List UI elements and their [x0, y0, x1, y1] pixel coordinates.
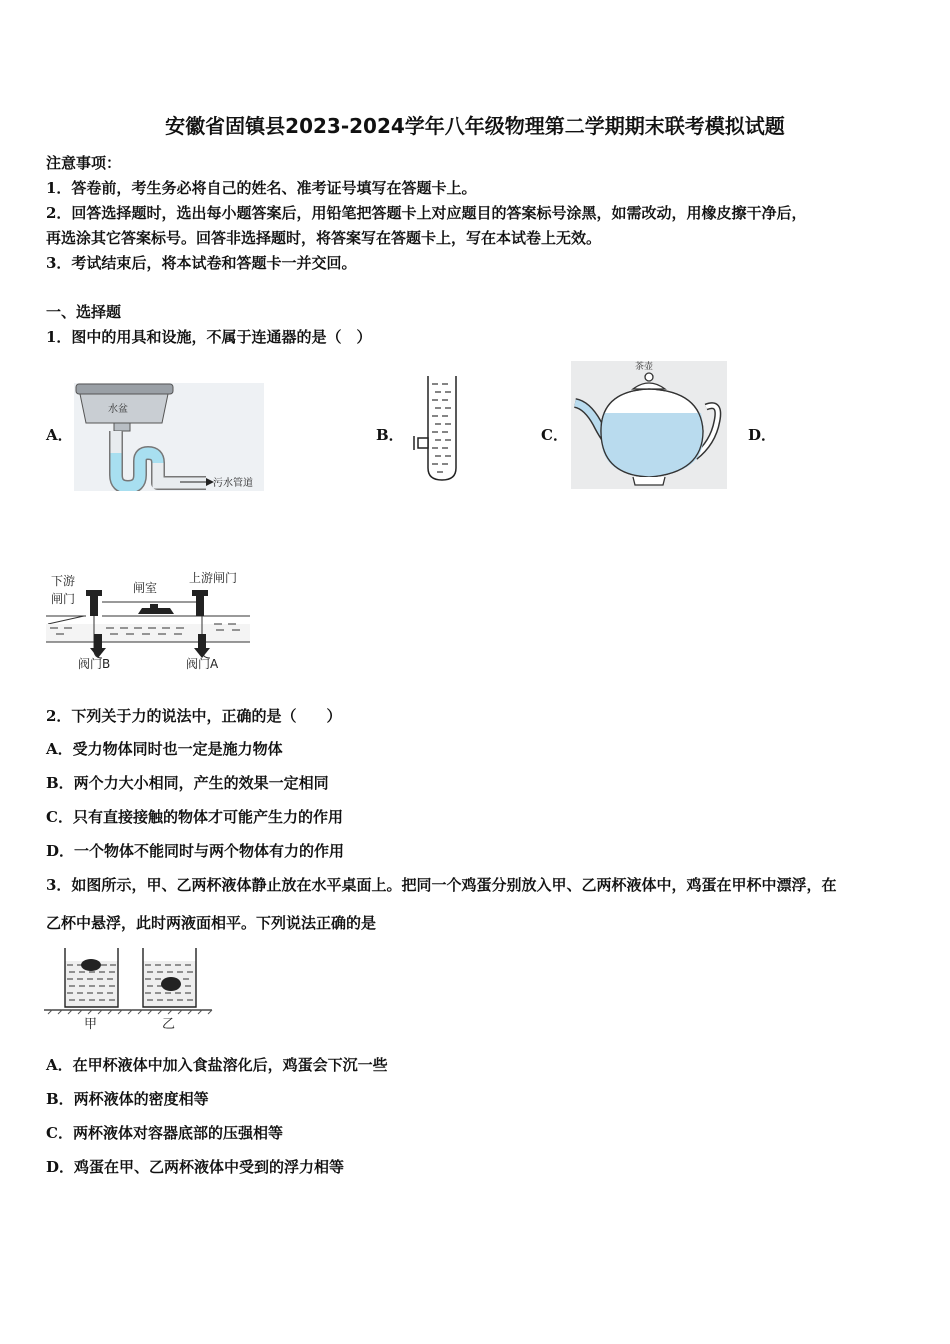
q1-option-c-label: C．	[541, 426, 568, 444]
valve-b-label: 阀门B	[78, 657, 111, 671]
q3-option-b: B．两杯液体的密度相等	[46, 1090, 209, 1108]
ship-lock-figure	[46, 568, 250, 672]
downstream-label: 下游	[51, 574, 76, 588]
page-title: 安徽省固镇县2023-2024学年八年级物理第二学期期末联考模拟试题	[165, 114, 785, 138]
sink-trap-figure	[74, 383, 264, 491]
teapot-label: 茶壶	[635, 362, 654, 372]
downstream-gate-label: 闸门	[51, 592, 76, 606]
q1-option-a-label: A．	[46, 426, 73, 444]
q2-option-b: B．两个力大小相同，产生的效果一定相同	[46, 774, 329, 792]
q3-stem-line-1: 3．如图所示，甲、乙两杯液体静止放在水平桌面上。把同一个鸡蛋分别放入甲、乙两杯液体中，鸡蛋在甲杯中漂浮，在	[46, 876, 837, 894]
valve-a-label: 阀门A	[186, 657, 219, 671]
q3-option-c: C．两杯液体对容器底部的压强相等	[46, 1124, 283, 1142]
q2-option-d: D．一个物体不能同时与两个物体有力的作用	[46, 842, 345, 860]
section-heading: 一、选择题	[46, 303, 122, 321]
notice-item-2-cont: 再选涂其它答案标号。回答非选择题时，将答案写在答题卡上，写在本试卷上无效。	[46, 229, 602, 247]
q3-option-d: D．鸡蛋在甲、乙两杯液体中受到的浮力相等	[46, 1158, 345, 1176]
q2-stem: 2．下列关于力的说法中，正确的是（ ）	[46, 707, 342, 725]
upstream-gate-label: 上游闸门	[189, 571, 238, 585]
tube-figure	[408, 372, 470, 484]
notice-item-2: 2．回答选择题时，选出每小题答案后，用铅笔把答题卡上对应题目的答案标号涂黑，如需改动，用橡皮擦干净后，	[46, 204, 807, 222]
lock-chamber-label: 闸室	[133, 581, 158, 595]
basin-label: 水盆	[108, 404, 128, 415]
q3-stem-line-2: 乙杯中悬浮，此时两液面相平。下列说法正确的是	[46, 914, 377, 932]
q1-option-d-label: D．	[748, 426, 777, 444]
sewer-pipe-label: 污水管道	[213, 478, 253, 489]
notice-item-3: 3．考试结束后，将本试卷和答题卡一并交回。	[46, 254, 357, 272]
q3-option-a: A．在甲杯液体中加入食盐溶化后，鸡蛋会下沉一些	[46, 1056, 388, 1074]
q1-option-b-label: B．	[376, 426, 404, 444]
q2-option-c: C．只有直接接触的物体才可能产生力的作用	[46, 808, 343, 826]
cup-jia-label: 甲	[84, 1017, 98, 1032]
cup-yi-label: 乙	[162, 1017, 176, 1032]
notice-heading: 注意事项：	[46, 154, 122, 172]
teapot-figure	[571, 361, 727, 489]
egg-cups-figure	[44, 944, 214, 1032]
q1-stem: 1．图中的用具和设施，不属于连通器的是（ ）	[46, 328, 372, 346]
q2-option-a: A．受力物体同时也一定是施力物体	[46, 740, 283, 758]
notice-item-1: 1．答卷前，考生务必将自己的姓名、准考证号填写在答题卡上。	[46, 179, 477, 197]
